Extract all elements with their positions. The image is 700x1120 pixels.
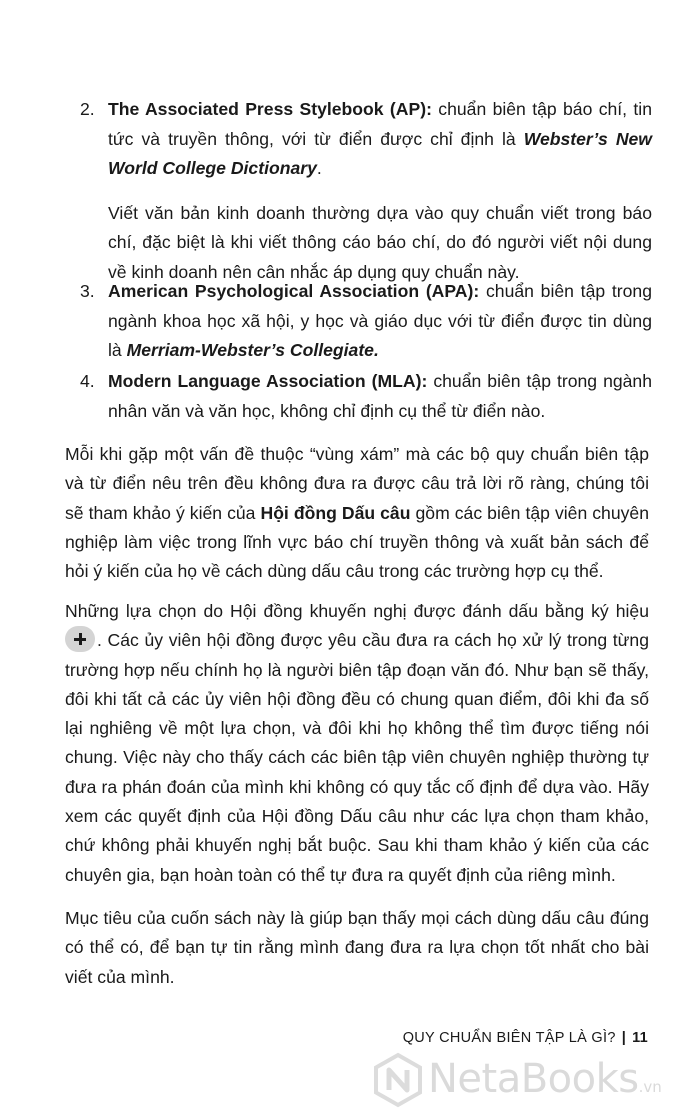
body-paragraph: Mỗi khi gặp một vấn đề thuộc “vùng xám” mà các bộ quy chuẩn biên tập và từ điển nêu trên đều không đưa ra được câu trả lời rõ ràng, chúng tôi sẽ tham khảo ý kiến của Hội đồng Dấu câu gồm các biên tập viên chuyên nghiệp làm việc trong lĩnh vực báo chí truyền thông và xuất bản sách để hỏi ý kiến của họ về cách dùng dấu câu trong các trường hợp cụ thể. bbox=[65, 444, 649, 582]
running-title: QUY CHUẨN BIÊN TẬP LÀ GÌ? bbox=[402, 1030, 616, 1046]
watermark-brand: NetaBooks bbox=[428, 1056, 639, 1102]
plus-badge-icon bbox=[65, 626, 95, 652]
list-item-text: Modern Language Association (MLA): chuẩn biên tập trong ngành nhân văn và văn học, không chỉ định cụ thể từ điển nào. bbox=[108, 371, 652, 421]
list-item-text: American Psychological Association (APA): chuẩn biên tập trong ngành khoa học xã hội, y học và giáo dục với từ điển được tin dùng là Merriam-Webster’s Collegiate. bbox=[108, 281, 652, 360]
netabooks-logo-icon bbox=[372, 1052, 424, 1108]
dictionary-name: Webster’s New World College Dictionary bbox=[108, 128, 652, 178]
list-item bbox=[80, 95, 652, 287]
style-guide-name: American Psychological Association (APA) bbox=[108, 281, 474, 301]
footer-separator: | bbox=[621, 1030, 627, 1046]
style-guide-name: The Associated Press Stylebook (AP) bbox=[108, 99, 427, 119]
list-item-note: Viết văn bản kinh doanh thường dựa vào quy chuẩn viết trong báo chí, đặc biệt là khi viết thông cáo báo chí, do đó người viết nội dung về kinh doanh nên cân nhắc áp dụng quy chuẩn này. bbox=[108, 202, 652, 282]
watermark bbox=[372, 1050, 690, 1110]
dictionary-name: Merriam-Webster’s Collegiate. bbox=[126, 340, 379, 360]
body-paragraph: Mục tiêu của cuốn sách này là giúp bạn thấy mọi cách dùng dấu câu đúng có thể có, để bạn tự tin rằng mình đang đưa ra lựa chọn tốt nhất cho bài viết của mình. bbox=[65, 908, 649, 987]
style-guide-name: Modern Language Association (MLA) bbox=[108, 371, 422, 391]
list-item-text: The Associated Press Stylebook (AP): chuẩn biên tập báo chí, tin tức và truyền thông, với từ điển được chỉ định là Webster’s New World College Dictionary. bbox=[108, 99, 652, 178]
list-number: 2. bbox=[80, 99, 95, 119]
watermark-suffix: .vn bbox=[638, 1078, 662, 1096]
list-number: 3. bbox=[80, 281, 95, 301]
list-number: 4. bbox=[80, 371, 95, 391]
council-name: Hội đồng Dấu câu bbox=[260, 502, 411, 523]
page-number: 11 bbox=[632, 1030, 648, 1046]
page-footer bbox=[403, 1030, 648, 1046]
list-item bbox=[80, 367, 652, 426]
list-item bbox=[80, 277, 652, 366]
body-paragraph: Những lựa chọn do Hội đồng khuyến nghị được đánh dấu bằng ký hiệu . Các ủy viên hội đồng được yêu cầu đưa ra cách họ xử lý trong từng trường hợp nếu chính họ là người biên tập đoạn văn đó. Như bạn sẽ thấy, đôi khi tất cả các ủy viên hội đồng đều có chung quan điểm, đôi khi đa số lại nghiêng về một lựa chọn, và đôi khi họ không thể tìm được tiếng nói chung. Việc này cho thấy cách các biên tập viên chuyên nghiệp thường tự đưa ra phán đoán của mình khi không có quy tắc cố định để dựa vào. Hãy xem các quyết định của Hội đồng Dấu câu như các lựa chọn tham khảo, chứ không phải khuyến nghị bắt buộc. Sau khi tham khảo ý kiến của các chuyên gia, bạn hoàn toàn có thể tự đưa ra quyết định của riêng mình. bbox=[65, 601, 649, 885]
